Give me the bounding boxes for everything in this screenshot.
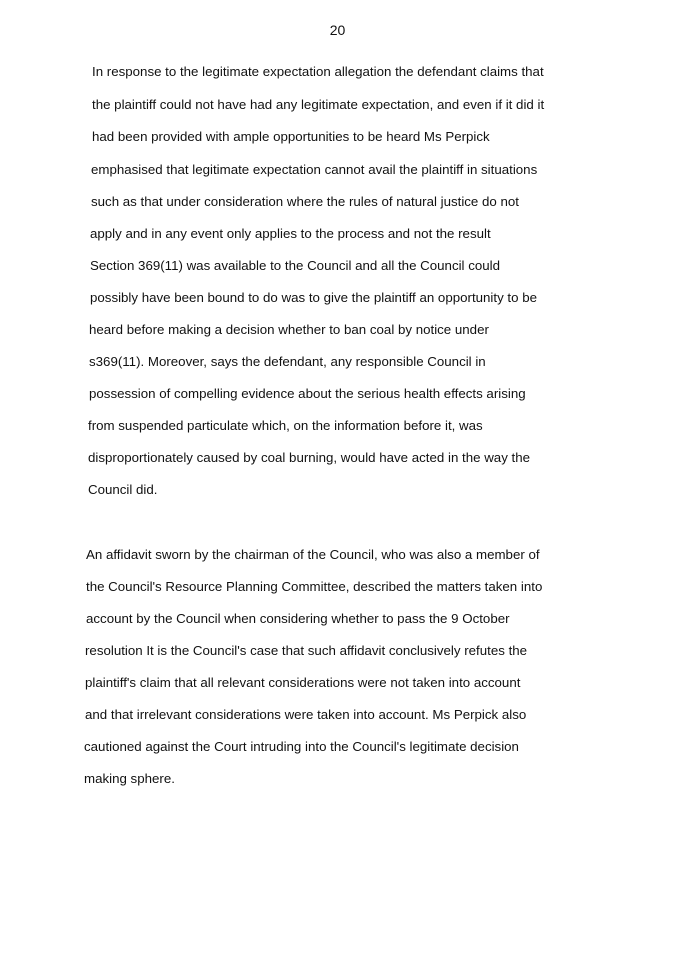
page-number: 20 (329, 22, 346, 38)
text-line: In response to the legitimate expectation allegation the defendant claims that (92, 64, 544, 79)
text-line: Section 369(11) was available to the Council and all the Council could (90, 258, 500, 273)
text-line: and that irrelevant considerations were taken into account. Ms Perpick also (85, 707, 527, 722)
text-line: cautioned against the Court intruding into the Council's legitimate decision (84, 739, 519, 754)
text-line: plaintiff's claim that all relevant considerations were not taken into account (85, 675, 521, 690)
text-line: apply and in any event only applies to the process and not the result (90, 226, 491, 241)
text-line: making sphere. (84, 771, 175, 786)
text-line: such as that under consideration where the rules of natural justice do not (91, 194, 519, 209)
text-line: the plaintiff could not have had any legitimate expectation, and even if it did it (92, 97, 545, 112)
text-line: resolution It is the Council's case that such affidavit conclusively refutes the (85, 643, 528, 658)
text-line: had been provided with ample opportunities to be heard Ms Perpick (92, 129, 490, 144)
text-line: disproportionately caused by coal burning, would have acted in the way the (88, 450, 531, 465)
text-line: heard before making a decision whether to ban coal by notice under (89, 322, 489, 337)
text-line: account by the Council when considering whether to pass the 9 October (86, 611, 510, 626)
text-line: possibly have been bound to do was to give the plaintiff an opportunity to be (90, 290, 537, 305)
text-line: Council did. (88, 482, 158, 497)
text-line: emphasised that legitimate expectation cannot avail the plaintiff in situations (91, 162, 538, 177)
text-line: from suspended particulate which, on the information before it, was (88, 418, 483, 433)
text-line: possession of compelling evidence about the serious health effects arising (89, 386, 526, 401)
text-line: the Council's Resource Planning Committee, described the matters taken into (86, 579, 543, 594)
text-line: An affidavit sworn by the chairman of the Council, who was also a member of (86, 547, 540, 562)
text-line: s369(11). Moreover, says the defendant, any responsible Council in (89, 354, 486, 369)
